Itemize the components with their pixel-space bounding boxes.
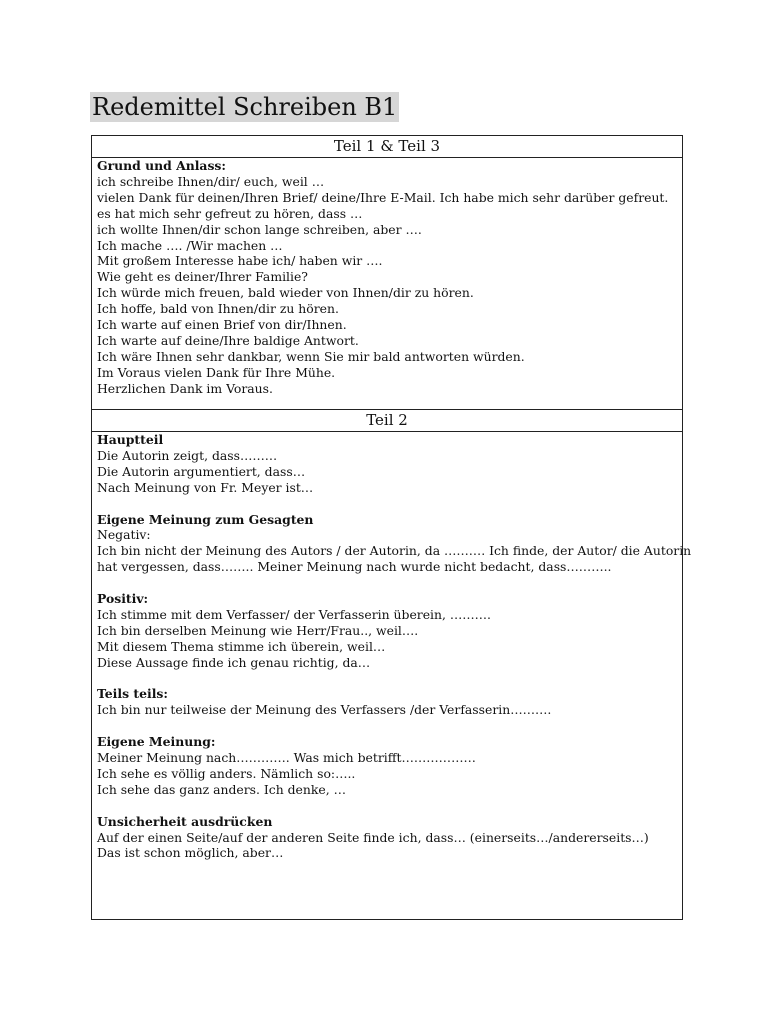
phrases-table bbox=[91, 135, 692, 920]
heading-eigene-meinung-zum-gesagten: Eigene Meinung zum Gesagten bbox=[97, 511, 314, 527]
section-body bbox=[92, 158, 682, 410]
heading-positiv: Positiv: bbox=[97, 591, 149, 607]
phrase-line: Auf der einen Seite/auf der anderen Seite finde ich, dass… (einerseits…/andererseits…) bbox=[97, 829, 649, 845]
phrase-line: es hat mich sehr gefreut zu hören, dass … bbox=[97, 205, 363, 221]
heading-unsicherheit-ausdruecken: Unsicherheit ausdrücken bbox=[97, 813, 273, 829]
phrase-line: Das ist schon möglich, aber… bbox=[97, 845, 284, 861]
phrase-line: Ich mache …. /Wir machen … bbox=[97, 237, 283, 253]
spacer bbox=[97, 798, 677, 814]
phrase-line: Wie geht es deiner/Ihrer Familie? bbox=[97, 269, 308, 285]
phrase-line: Meiner Meinung nach…………. Was mich betrifft……………… bbox=[97, 750, 476, 766]
heading-grund-und-anlass: Grund und Anlass: bbox=[97, 158, 226, 173]
phrase-line: Ich stimme mit dem Verfasser/ der Verfasserin überein, ………. bbox=[97, 606, 491, 622]
phrase-line: hat vergessen, dass…….. Meiner Meinung nach wurde nicht bedacht, dass……….. bbox=[97, 559, 612, 575]
phrase-line: Herzlichen Dank im Voraus. bbox=[97, 380, 273, 396]
phrase-line: Im Voraus vielen Dank für Ihre Mühe. bbox=[97, 364, 336, 380]
phrase-line: Mit diesem Thema stimme ich überein, weil… bbox=[97, 638, 386, 654]
phrase-line: Ich hoffe, bald von Ihnen/dir zu hören. bbox=[97, 301, 339, 317]
phrase-line: Diese Aussage finde ich genau richtig, da… bbox=[97, 654, 371, 670]
phrase-line: Die Autorin zeigt, dass……… bbox=[97, 447, 278, 463]
phrase-line: Die Autorin argumentiert, dass… bbox=[97, 463, 306, 479]
phrase-line: Ich warte auf einen Brief von dir/Ihnen. bbox=[97, 317, 347, 333]
phrase-line: Ich warte auf deine/Ihre baldige Antwort. bbox=[97, 332, 359, 348]
page-title: Redemittel Schreiben B1 bbox=[92, 93, 398, 121]
section-teil-2 bbox=[92, 410, 692, 861]
spacer bbox=[97, 671, 677, 687]
phrase-line: Mit großem Interesse habe ich/ haben wir …. bbox=[97, 253, 383, 269]
heading-teils-teils: Teils teils: bbox=[97, 686, 168, 702]
phrase-line: Nach Meinung von Fr. Meyer ist… bbox=[97, 479, 314, 495]
section-body bbox=[92, 432, 692, 861]
subheading-negativ: Negativ: bbox=[97, 527, 151, 543]
phrase-line: Ich bin nur teilweise der Meinung des Verfassers /der Verfasserin………. bbox=[97, 702, 552, 718]
phrase-line: ich schreibe Ihnen/dir/ euch, weil … bbox=[97, 173, 325, 189]
section-header: Teil 2 bbox=[92, 410, 682, 432]
phrase-line: Ich wäre Ihnen sehr dankbar, wenn Sie mir bald antworten würden. bbox=[97, 348, 525, 364]
heading-eigene-meinung: Eigene Meinung: bbox=[97, 734, 216, 750]
phrase-line: Ich sehe es völlig anders. Nämlich so:….. bbox=[97, 765, 356, 781]
spacer bbox=[97, 718, 677, 734]
phrase-line: vielen Dank für deinen/Ihren Brief/ deine/Ihre E-Mail. Ich habe mich sehr darüber gefreut. bbox=[97, 189, 669, 205]
phrase-line: Ich würde mich freuen, bald wieder von Ihnen/dir zu hören. bbox=[97, 285, 474, 301]
section-teil-1-3 bbox=[92, 136, 682, 410]
phrase-line: Ich bin derselben Meinung wie Herr/Frau.., weil…. bbox=[97, 622, 419, 638]
spacer bbox=[97, 575, 677, 591]
phrase-line: ich wollte Ihnen/dir schon lange schreiben, aber …. bbox=[97, 221, 422, 237]
heading-hauptteil: Hauptteil bbox=[97, 432, 164, 447]
spacer bbox=[97, 496, 677, 512]
phrase-line: Ich sehe das ganz anders. Ich denke, … bbox=[97, 781, 346, 797]
section-header: Teil 1 & Teil 3 bbox=[92, 136, 682, 158]
phrase-line: Ich bin nicht der Meinung des Autors / der Autorin, da ………. Ich finde, der Autor/ die Autorin bbox=[97, 543, 692, 559]
